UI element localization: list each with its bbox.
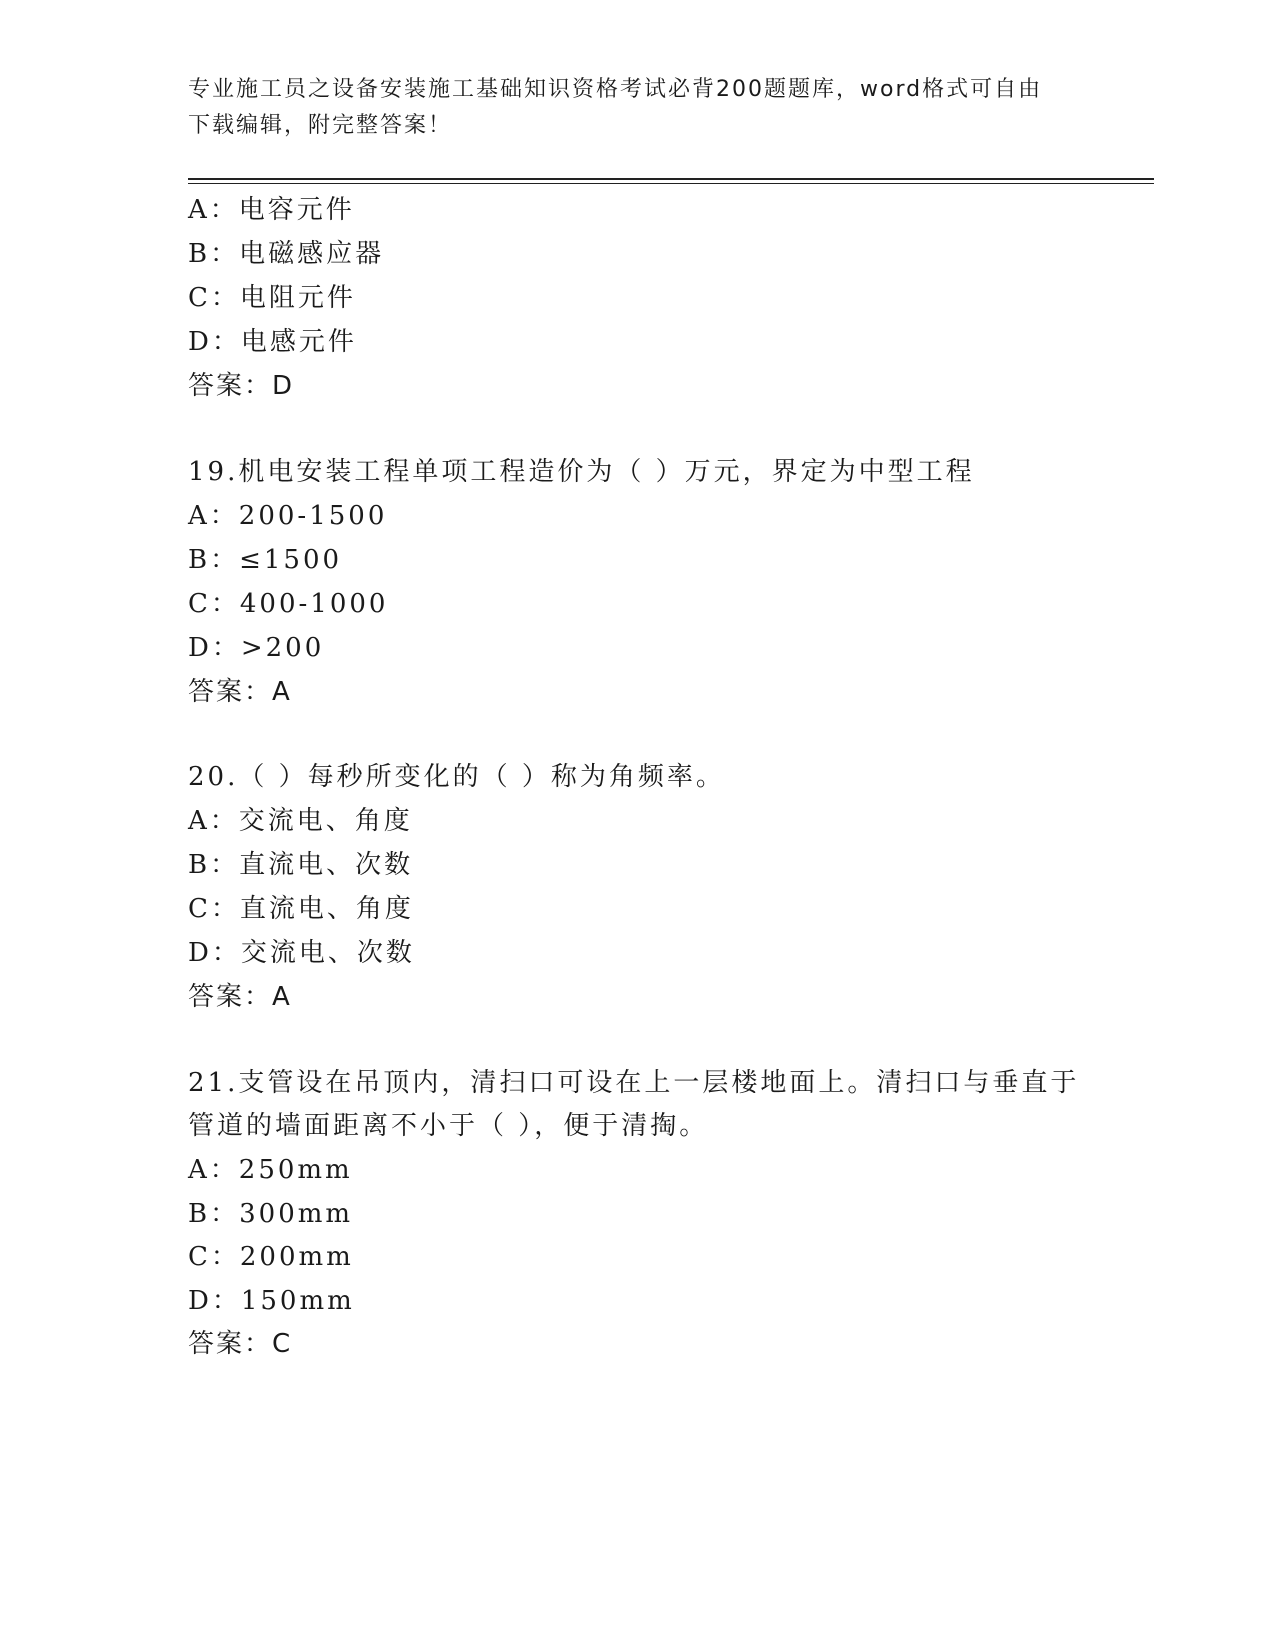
q20-option-d: D：交流电、次数 [188,938,415,968]
q19-option-b: B：≤1500 [188,545,343,575]
q19-option-d: D：>200 [188,633,325,663]
q20-option-a: A：交流电、角度 [188,806,413,836]
q19-answer: 答案：A [188,677,292,707]
q21-stem-line-1: 21.支管设在吊顶内，清扫口可设在上一层楼地面上。清扫口与垂直于 [188,1068,1080,1098]
q21-option-d: D：150mm [188,1286,355,1316]
q18-option-b: B：电磁感应器 [188,239,385,269]
q18-option-a: A：电容元件 [188,195,355,225]
q18-answer: 答案：D [188,371,295,401]
q19-stem: 19.机电安装工程单项工程造价为（ ）万元，界定为中型工程 [188,457,975,487]
q18-option-c: C：电阻元件 [188,283,356,313]
header-divider-thin [188,183,1154,184]
q21-answer: 答案：C [188,1329,293,1359]
header-divider-thick [188,178,1154,180]
document-header [188,72,1088,144]
header-line-1: 专业施工员之设备安装施工基础知识资格考试必背200题题库，word格式可自由 [188,77,1043,102]
q18-option-d: D：电感元件 [188,327,357,357]
q21-option-b: B：300mm [188,1199,354,1229]
header-line-2: 下载编辑，附完整答案！ [188,113,453,138]
q19-option-a: A：200-1500 [188,501,388,531]
q21-option-a: A：250mm [188,1155,353,1185]
q21-option-c: C：200mm [188,1242,354,1272]
q20-answer: 答案：A [188,982,292,1012]
q20-option-c: C：直流电、角度 [188,894,414,924]
q20-stem: 20.（ ）每秒所变化的（ ）称为角频率。 [188,762,725,792]
q20-option-b: B：直流电、次数 [188,850,414,880]
q19-option-c: C：400-1000 [188,589,389,619]
q21-stem-line-2: 管道的墙面距离不小于（ ），便于清掏。 [188,1111,709,1141]
